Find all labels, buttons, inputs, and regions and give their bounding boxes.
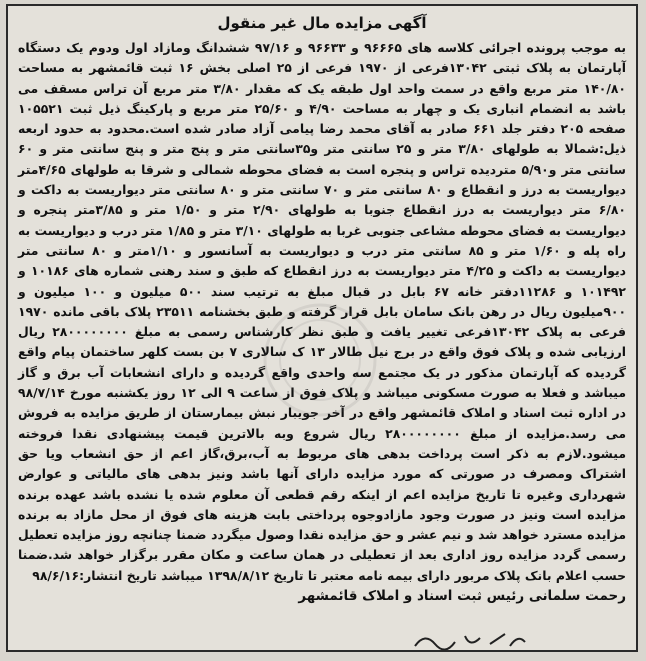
- notice-title: آگهی مزایده مال غیر منقول: [217, 14, 427, 32]
- notice-document: [6, 4, 638, 652]
- notice-body: به موجب پرونده اجرائی کلاسه های ۹۶۶۶۵ و ۹۶۶۳۳ و ۹۷/۱۶ ششدانگ ومازاد اول ودوم یک دستگاه آپارتمان به پلاک ثبتی ۱۳۰۴۲فرعی از ۱۹۷۰ فرعی از ۲۵ اصلی بخش ۱۶ ثبت قائمشهر به مساحت ۱۴۰/۸۰ متر مربع واقع در سمت واحد اول طبقه یک که مقدار ۳/۸۰ متر مربع آن تراس مسقف می باشد به انضمام انباری یک و چهار به مساحت ۴/۹۰ و ۲۵/۶۰ متر مربع و پارکینگ ذیل ثبت ۱۰۵۵۲۱ صفحه ۲۰۵ دفتر جلد ۶۶۱ صادر به آقای محمد رضا پیامی آزاد صادر شده است.محدود به حدود اربعه ذیل:شمالا به طولهای ۳/۸۰ متر و ۲۵ سانتی متر و۳۵سانتی متر و پنج متر و پنج سانتی متر و ۶۰ سانتی متر و۵/۹۰ متردیده تراس و پنجره است به فضای محوطه شمالی و شرقا به طولهای ۴/۶۵متر دیواریست به درز و انقطاع و ۸۰ سانتی متر و ۷۰ سانتی متر و ۸۰ سانتی متر دیواریست به داکت و ۶/۸۰ متر دیواریست به درز انقطاع جنوبا به طولهای ۲/۹۰ متر و ۱/۵۰ متر و ۳/۸۵متر پنجره و دیواریست به فضای محوطه مشاعی جنوبی غربا به طولهای ۳/۱۰ متر و ۱/۸۵ متر درب و دیواریست به راه پله و ۱/۶۰ متر و ۸۵ سانتی متر درب و دیواریست به آسانسور و ۱/۱۰متر و ۸۰ سانتی متر دیواریست به داکت و ۴/۲۵ متر دیواریست به درز انقطاع که طبق و سند رهنی شماره های ۱۰۱۸۶ و ۱۰۱۴۹۲ و ۱۱۲۸۶دفتر خانه ۶۷ بابل در قبال مبلغ به ترتیب سند ۵۰۰ میلیون و ۱۰۰ میلیون و ۹۰۰میلیون ریال در رهن بانک سامان بابل قرار گرفته و طبق بخشنامه ۲۳۵۱۱ پلاک باقی مانده ۱۹۷۰ فرعی به پلاک ۱۳۰۴۲فرعی تغییر یافت و طبق نظر کارشناس رسمی به مبلغ ۲۸۰۰۰۰۰۰۰۰ ریال ارزیابی شده و پلاک فوق واقع در برج نیل طالار ۱۳ ک سالاری ۷ بن بست کلهر ساختمان پیام واقع گردیده که آپارتمان مذکور در یک مجتمع سه واحدی واقع گردیده و دارای انشعابات آب برق و گاز میباشد و فعلا به صورت مسکونی میباشد و پلاک فوق از ساعت ۹ الی ۱۲ روز یکشنبه مورخ ۹۸/۷/۱۴ در اداره ثبت اسناد و املاک قائمشهر واقع در آخر جویبار نبش بیمارستان از طریق مزایده به فروش می رسد.مزایده از مبلغ ۲۸۰۰۰۰۰۰۰۰ ریال شروع وبه بالاترین قیمت پیشنهادی نقدا فروخته میشود.لازم به ذکر است پرداخت بدهی های مربوط به آب،برق،گاز اعم از حق انشعاب ویا حق اشتراک ومصرف در صورتی که مورد مزایده دارای آنها باشد ونیز بدهی های مالیاتی و عوارض شهرداری وغیره تا تاریخ مزایده اعم از اینکه رقم قطعی آن معلوم شده یا نشده باشد عهده برنده مزایده است ونیز در صورت وجود مازادوجوه پرداختی بابت هزینه های فوق از محل مازاد به برنده مزایده مسترد خواهد شد و نیم عشر و حق مزایده نقدا وصول میگردد ضمنا چنانچه روز مزایده تعطیل رسمی گردد مزایده روز اداری بعد از تعطیلی در همان ساعت و مکان مقرر برگزار خواهد شد.ضمنا حسب اعلام بانک پلاک مربور دارای بیمه نامه معتبر تا تاریخ ۱۳۹۸/۸/۱۲ میباشد تاریخ انتشار:۹۸/۶/۱۶: [18, 40, 627, 583]
- notice-signature: رحمت سلمانی رئیس ثبت اسناد و املاک قائمشهر: [298, 588, 626, 605]
- handwritten-mark: [410, 628, 530, 652]
